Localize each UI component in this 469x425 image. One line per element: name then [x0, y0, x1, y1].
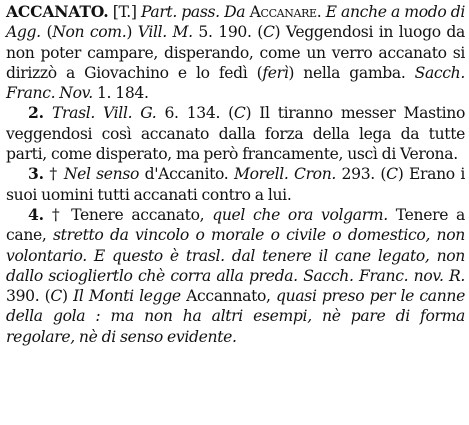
sense-number: 4. — [28, 204, 44, 224]
small-caps-text: Accanare — [249, 3, 317, 21]
body-text: Accannato, — [180, 287, 277, 306]
entry-paragraph-2 — [6, 103, 465, 164]
entry-paragraph-3 — [6, 164, 465, 205]
italic-text: C — [233, 104, 246, 123]
italic-text: ferì — [262, 63, 289, 82]
italic-text: quel che ora volgarm. — [212, 205, 388, 224]
body-text: Tenere a cane, — [6, 205, 465, 245]
body-text — [225, 247, 232, 265]
italic-text: Trasl. Vill. G. — [51, 104, 157, 123]
italic-text: Sacch. Franc. Nov. — [6, 63, 465, 103]
entry-paragraph-1 — [6, 2, 465, 103]
body-text: 5. 190. ( — [192, 23, 263, 42]
italic-text: quasi preso per le canne della gola : ma non ha altri esempi, nè pare di forma regolare, nè di senso evidente. — [6, 287, 465, 346]
entry-paragraph-4 — [6, 205, 465, 347]
body-text: ) Erano i suoi uomini tutti accanati contro a lui. — [6, 165, 465, 204]
italic-text: Nel senso — [63, 165, 140, 184]
body-text: ) nella gamba. — [288, 63, 415, 82]
body-text: . — [316, 3, 326, 21]
italic-text: Il Monti legge — [73, 287, 181, 306]
italic-text: stretto da vincolo o morale o civile o domestico, non volontario. E questo è trasl. — [6, 226, 465, 265]
body-text: ( — [40, 23, 53, 42]
italic-text: Part. pass. — [140, 3, 220, 21]
dictionary-entry — [6, 2, 465, 347]
italic-text: Vill. M. — [137, 23, 193, 42]
body-text: ) Il tiranno messer Mastino veggendosi così accanato dalla forza della lega da tutte parti, come disperato, ma però francamente, uscì di Verona. — [6, 104, 466, 164]
body-text: 6. 134. ( — [156, 104, 234, 123]
body-text — [44, 104, 52, 122]
italic-text: Sacch. Franc. nov. R. — [303, 266, 465, 285]
body-text: † — [43, 165, 64, 184]
sense-number: 3. — [28, 164, 44, 184]
headword: ACCANATO. — [6, 2, 109, 21]
body-text: † Tenere accanato, — [43, 205, 213, 224]
body-text: ) — [62, 287, 74, 306]
sense-number: 2. — [28, 103, 44, 123]
italic-text: C — [386, 165, 398, 184]
body-text: 293. ( — [336, 165, 387, 184]
body-text: 390. ( — [6, 287, 51, 306]
italic-text: E anche a modo di Agg. — [6, 3, 466, 42]
italic-text: C — [50, 287, 62, 306]
italic-text: Non com. — [52, 23, 127, 42]
italic-text: Da — [224, 3, 246, 21]
body-text: ) — [126, 23, 138, 42]
body-text: 1. 184. — [92, 84, 149, 103]
italic-text: Morell. Cron. — [233, 165, 337, 184]
body-text: ) Veggendosi in luogo da non poter campare, disperando, come un verro accanato si dirizzò a Giovachino e lo fedì ( — [6, 23, 465, 82]
body-text: [T.] — [108, 3, 141, 21]
italic-text: C — [262, 23, 275, 42]
body-text: d'Accanito. — [139, 165, 234, 184]
italic-text: dal tenere il cane legato, non dallo sciogliertlo chè corra alla preda. — [6, 246, 466, 285]
